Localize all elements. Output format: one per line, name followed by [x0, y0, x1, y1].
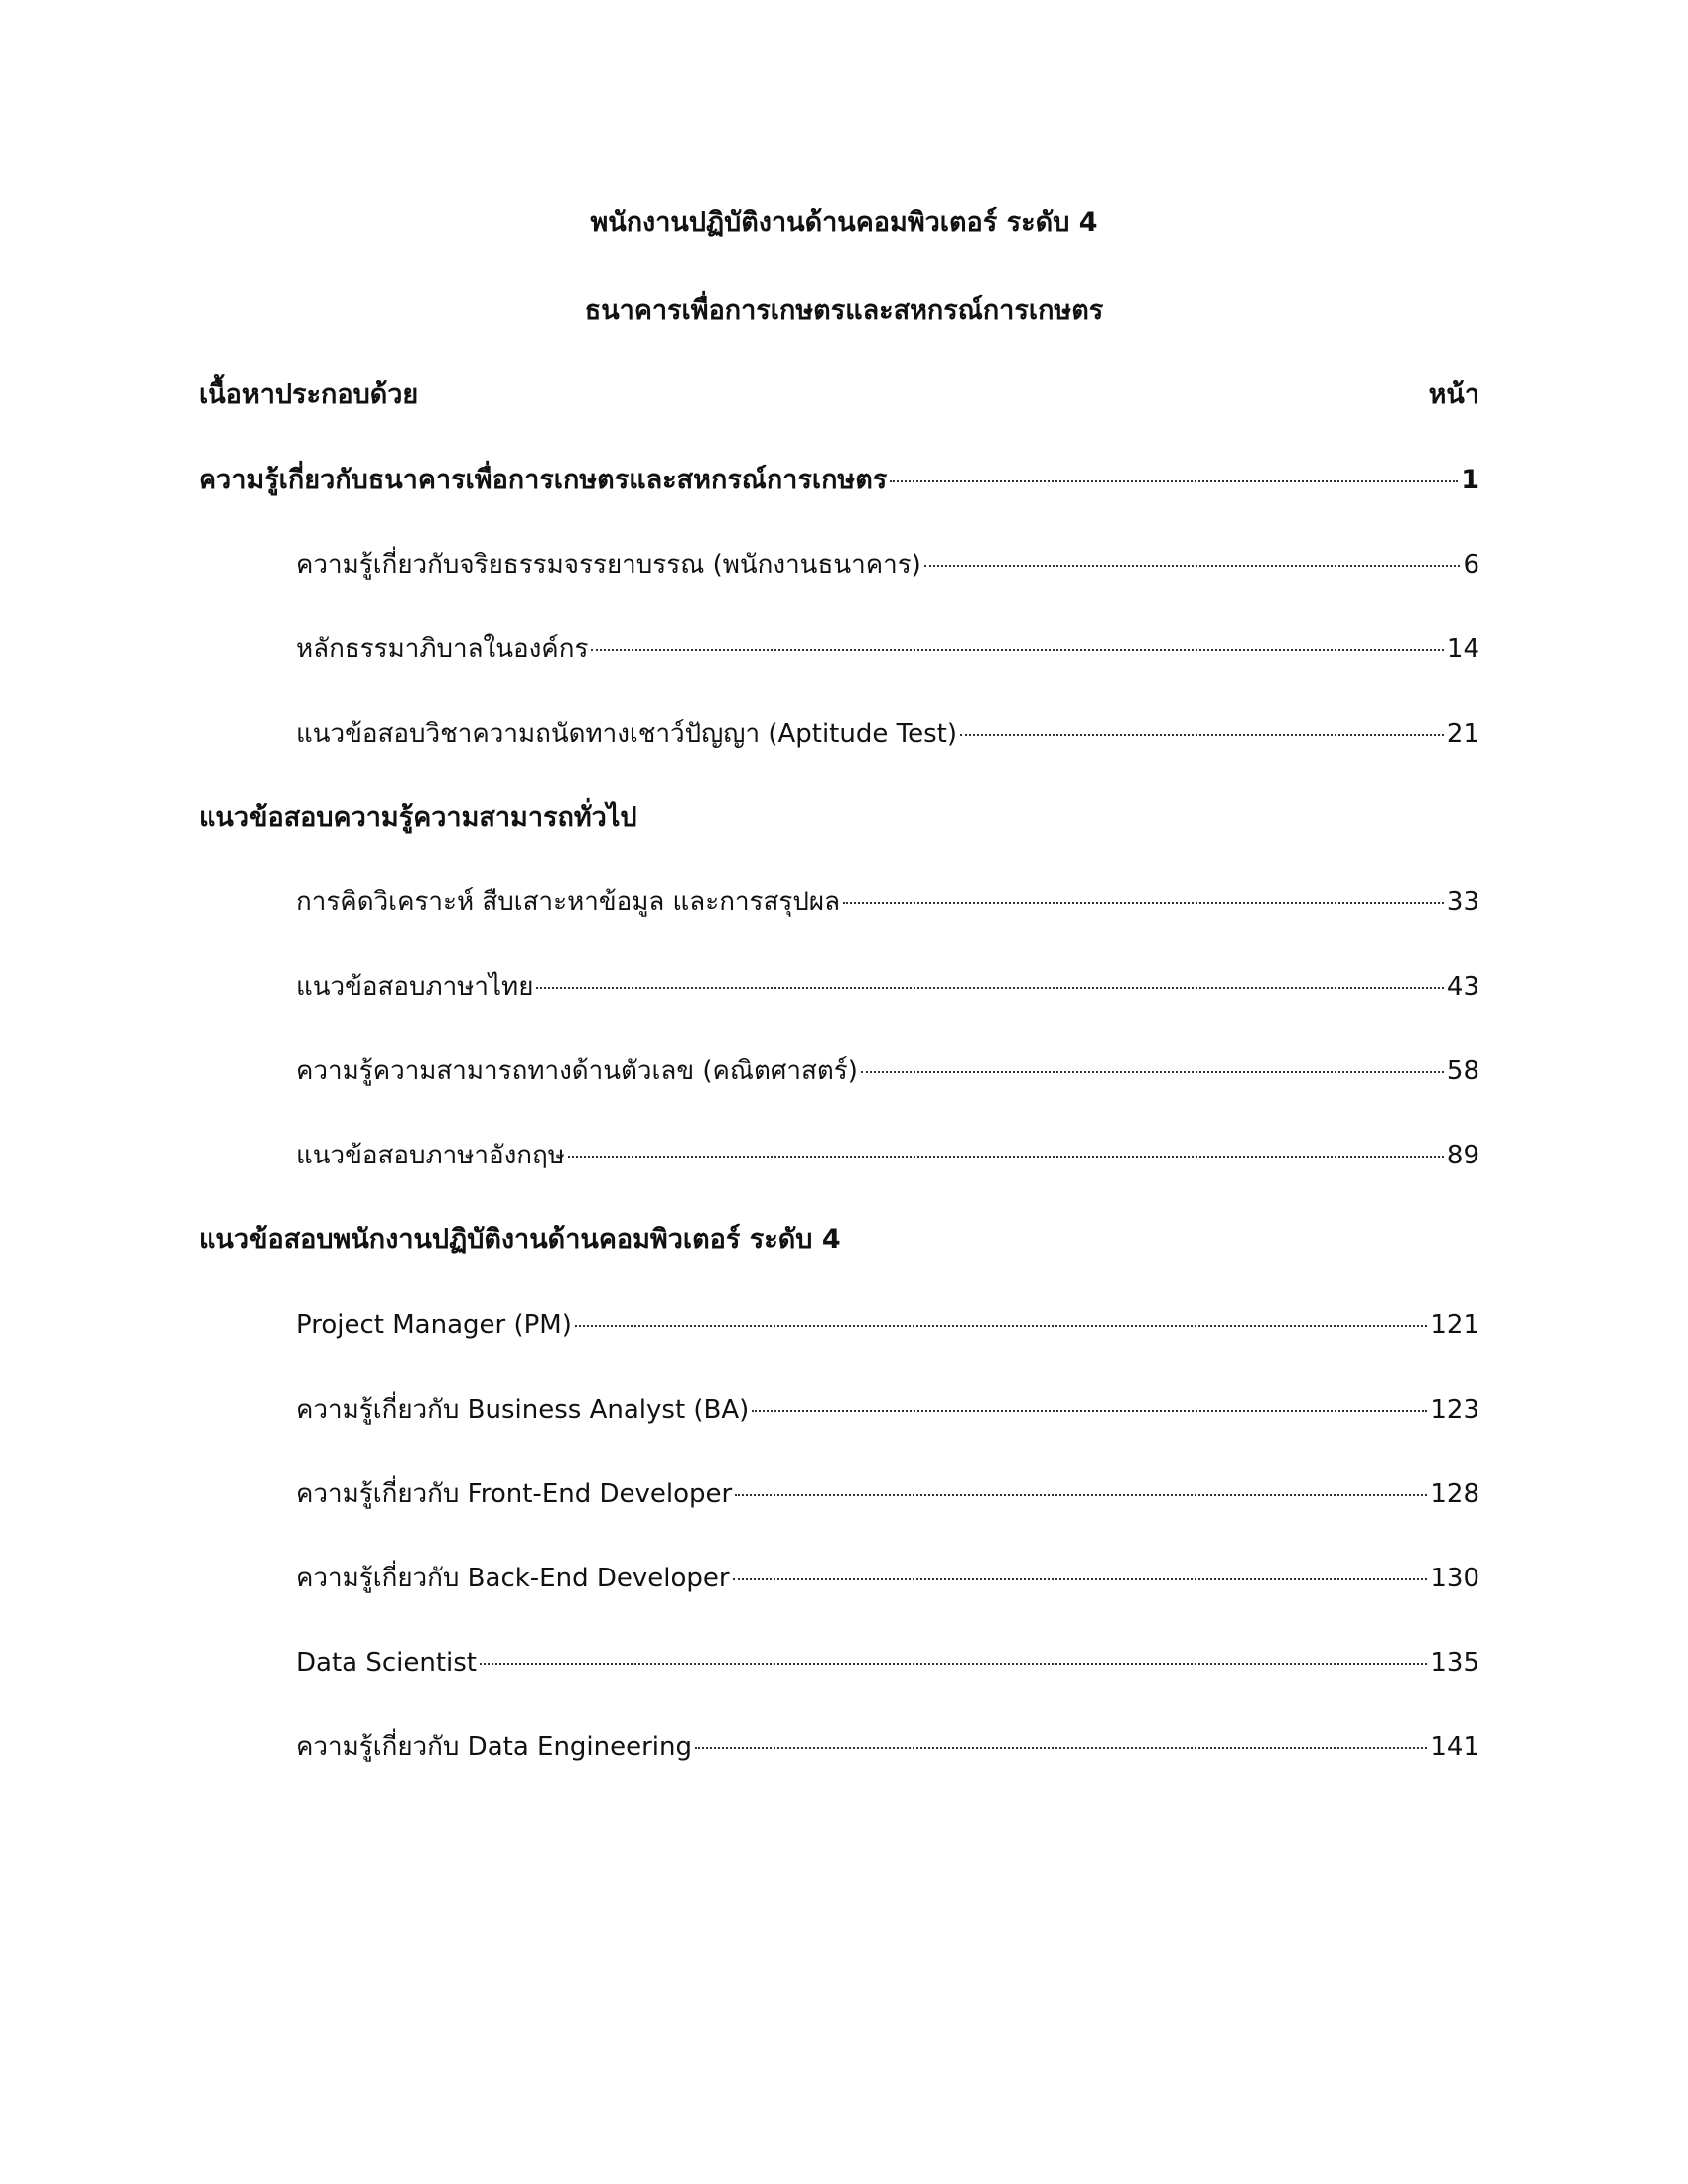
toc-entry[interactable]	[296, 1305, 1479, 1345]
dot-leader	[568, 1156, 1444, 1158]
toc-entry-label: Data Scientist	[296, 1648, 477, 1678]
toc-entry[interactable]	[296, 883, 1479, 922]
toc-entry[interactable]	[296, 714, 1479, 753]
toc-entry-page: 89	[1446, 1141, 1479, 1170]
dot-leader	[861, 1071, 1444, 1073]
toc-entry[interactable]	[296, 1051, 1479, 1091]
toc-entry[interactable]	[296, 1136, 1479, 1175]
toc-entry-page: 141	[1430, 1732, 1479, 1762]
toc-entry-label: ความรู้เกี่ยวกับจริยธรรมจรรยาบรรณ (พนักงานธนาคาร)	[296, 550, 921, 580]
document-title: พนักงานปฏิบัติงานด้านคอมพิวเตอร์ ระดับ 4	[590, 207, 1098, 238]
toc-entry[interactable]	[296, 1559, 1479, 1598]
toc-entry-label: หลักธรรมาภิบาลในองค์กร	[296, 634, 589, 664]
dot-leader	[480, 1663, 1427, 1665]
dot-leader	[695, 1747, 1427, 1749]
toc-entry-page: 21	[1446, 719, 1479, 749]
dot-leader	[591, 649, 1444, 651]
dot-leader	[752, 1410, 1427, 1412]
toc-entry[interactable]	[296, 1727, 1479, 1767]
toc-entry[interactable]	[296, 629, 1479, 669]
toc-entry[interactable]	[296, 545, 1479, 585]
toc-entry-label: แนวข้อสอบภาษาอังกฤษ	[296, 1141, 565, 1170]
toc-entry-page: 128	[1430, 1479, 1479, 1509]
toc-entry-page: 43	[1446, 972, 1479, 1002]
toc-entry-label: ความรู้เกี่ยวกับ Business Analyst (BA)	[296, 1395, 750, 1425]
toc-section-heading: แนวข้อสอบความรู้ความสามารถทั่วไป	[199, 802, 637, 833]
toc-section-heading: แนวข้อสอบพนักงานปฏิบัติงานด้านคอมพิวเตอร์ ระดับ 4	[199, 1224, 841, 1255]
toc-entry-label: แนวข้อสอบวิชาความถนัดทางเชาว์ปัญญา (Aptitude Test)	[296, 719, 957, 749]
toc-entry-label: ความรู้เกี่ยวกับธนาคารเพื่อการเกษตรและสหกรณ์การเกษตร	[199, 465, 888, 495]
dot-leader	[536, 987, 1443, 989]
toc-entry[interactable]	[296, 1474, 1479, 1514]
toc-entry[interactable]	[199, 461, 1479, 500]
dot-leader	[575, 1325, 1428, 1327]
toc-entry-page: 14	[1446, 634, 1479, 664]
toc-entry-label: การคิดวิเคราะห์ สืบเสาะหาข้อมูล และการสรุปผล	[296, 887, 841, 917]
toc-entry-page: 1	[1461, 465, 1479, 495]
toc-header	[199, 375, 1479, 415]
toc-entry-page: 130	[1430, 1564, 1479, 1593]
dot-leader	[735, 1494, 1427, 1496]
dot-leader	[843, 902, 1444, 904]
toc-entry[interactable]	[296, 1643, 1479, 1683]
toc-entry-label: Project Manager (PM)	[296, 1310, 572, 1340]
dot-leader	[733, 1578, 1428, 1580]
toc-entry-label: ความรู้เกี่ยวกับ Data Engineering	[296, 1732, 693, 1762]
toc-entry-page: 123	[1430, 1395, 1479, 1425]
toc-entry-page: 135	[1430, 1648, 1479, 1678]
toc-entry-page: 33	[1446, 887, 1479, 917]
toc-entry-page: 58	[1446, 1056, 1479, 1086]
dot-leader	[890, 480, 1458, 482]
toc-entry-label: ความรู้ความสามารถทางด้านตัวเลข (คณิตศาสตร์)	[296, 1056, 858, 1086]
toc-entry[interactable]	[296, 1390, 1479, 1430]
dot-leader	[924, 565, 1461, 567]
toc-entry[interactable]	[296, 967, 1479, 1007]
dot-leader	[960, 734, 1444, 736]
toc-entry-label: ความรู้เกี่ยวกับ Front-End Developer	[296, 1479, 733, 1509]
toc-entry-page: 6	[1463, 550, 1479, 580]
page-column-heading: หน้า	[1428, 379, 1479, 410]
toc-entry-page: 121	[1430, 1310, 1479, 1340]
document-subtitle: ธนาคารเพื่อการเกษตรและสหกรณ์การเกษตร	[584, 295, 1104, 326]
toc-entry-label: ความรู้เกี่ยวกับ Back-End Developer	[296, 1564, 730, 1593]
toc-heading: เนื้อหาประกอบด้วย	[199, 379, 419, 410]
toc-entry-label: แนวข้อสอบภาษาไทย	[296, 972, 534, 1002]
